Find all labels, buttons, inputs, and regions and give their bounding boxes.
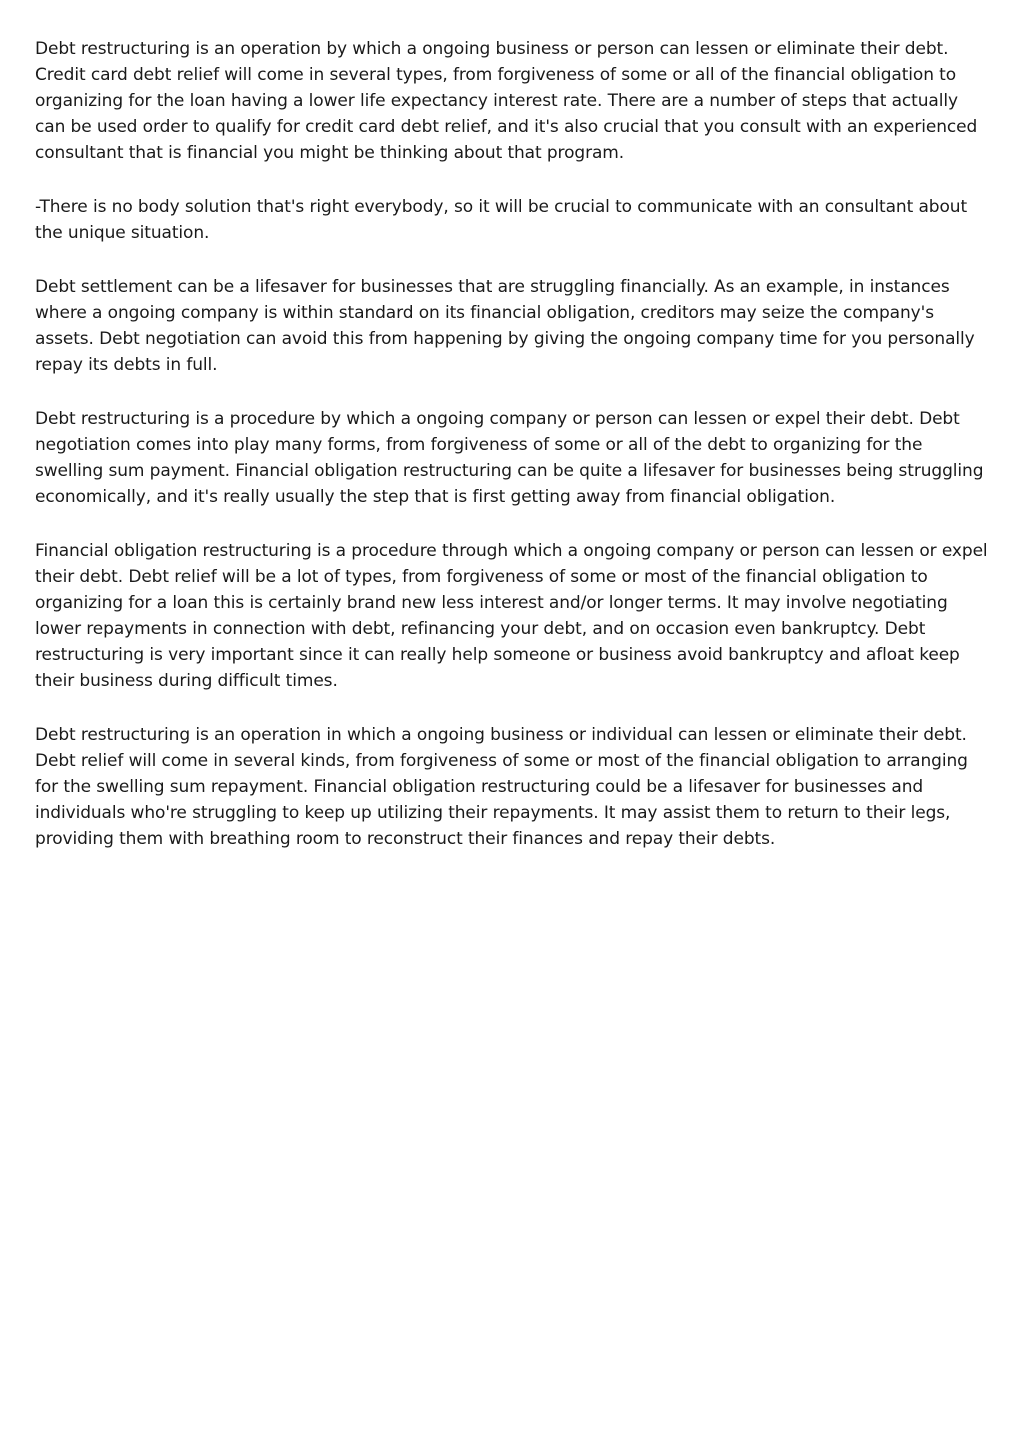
paragraph-1: Debt restructuring is an operation by which a ongoing business or person can lessen or eliminate their debt. Credit card debt relief will come in several types, from forgiveness of some or all of the financial obligation to organizing for the loan having a lower life expectancy interest rate. There are a number of steps that actually can be used order to qualify for credit card debt relief, and it's also crucial that you consult with an experienced consultant that is financial you might be thinking about that program.	[35, 39, 978, 163]
paragraph-6: Debt restructuring is an operation in which a ongoing business or individual can lessen or eliminate their debt. Debt relief will come in several kinds, from forgiveness of some or most of the financial obligation to arranging for the swelling sum repayment. Financial obligation restructuring could be a lifesaver for businesses and individuals who're struggling to keep up utilizing their repayments. It may assist them to return to their legs, providing them with breathing room to reconstruct their finances and repay their debts.	[35, 725, 968, 849]
document-body	[35, 36, 993, 880]
paragraph-4: Debt restructuring is a procedure by which a ongoing company or person can lessen or expel their debt. Debt negotiation comes into play many forms, from forgiveness of some or all of the debt to organizing for the swelling sum payment. Financial obligation restructuring can be quite a lifesaver for businesses being struggling economically, and it's really usually the step that is first getting away from financial obligation.	[35, 409, 984, 507]
paragraph-5: Financial obligation restructuring is a procedure through which a ongoing company or person can lessen or expel their debt. Debt relief will be a lot of types, from forgiveness of some or most of the financial obligation to organizing for a loan this is certainly brand new less interest and/or longer terms. It may involve negotiating lower repayments in connection with debt, refinancing your debt, and on occasion even bankruptcy. Debt restructuring is very important since it can really help someone or business avoid bankruptcy and afloat keep their business during difficult times.	[35, 541, 988, 691]
paragraph-3: Debt settlement can be a lifesaver for businesses that are struggling financially. As an example, in instances where a ongoing company is within standard on its financial obligation, creditors may seize the company's assets. Debt negotiation can avoid this from happening by giving the ongoing company time for you personally repay its debts in full.	[35, 277, 975, 375]
paragraph-2: -There is no body solution that's right everybody, so it will be crucial to communicate with an consultant about the unique situation.	[35, 197, 968, 243]
